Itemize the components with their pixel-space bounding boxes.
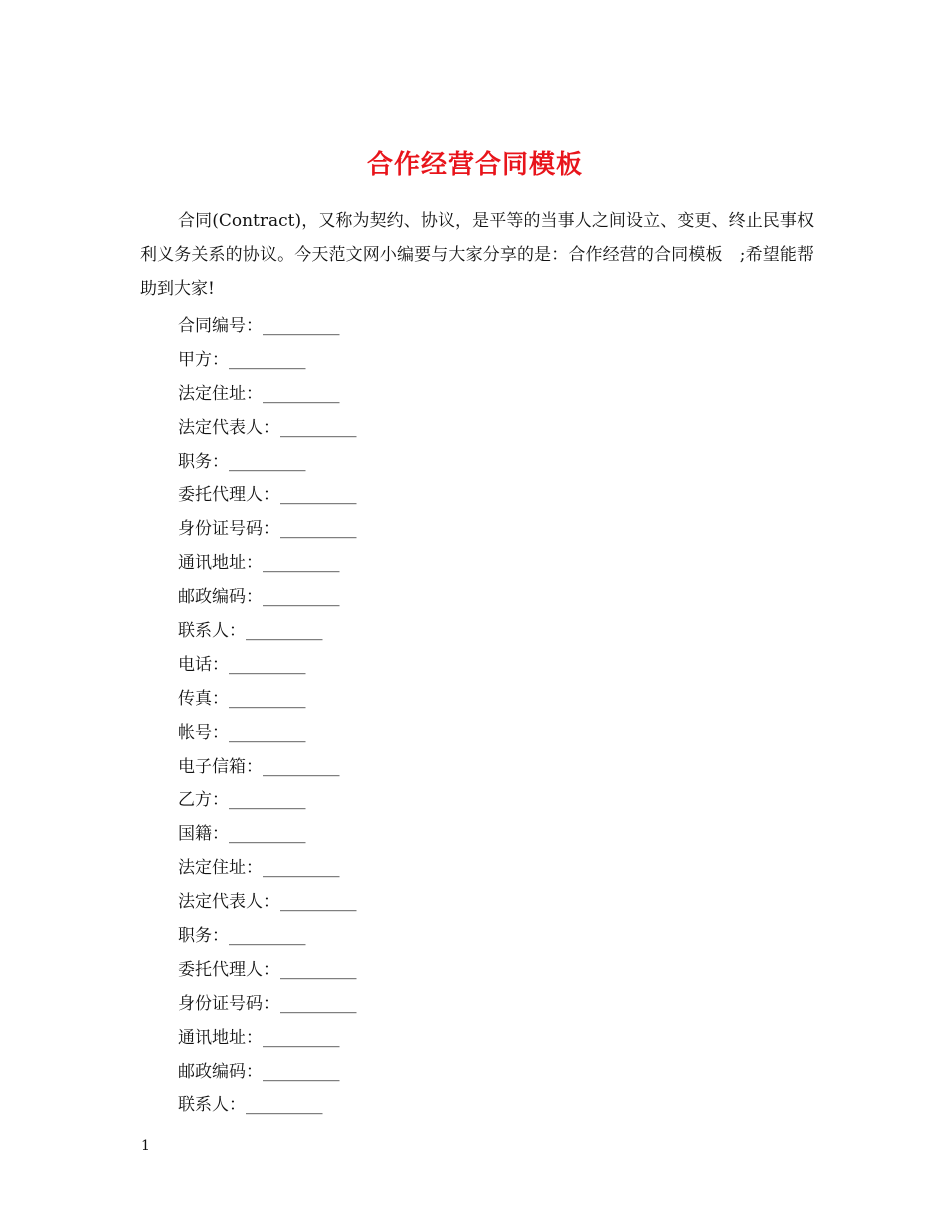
contract-field: 邮政编码：_________ xyxy=(178,587,340,608)
contract-field: 法定住址：_________ xyxy=(178,383,340,404)
contract-field: 合同编号：_________ xyxy=(178,316,340,336)
contract-field: 身份证号码：_________ xyxy=(178,993,357,1014)
contract-field: 法定住址：_________ xyxy=(178,858,340,879)
contract-field: 帐号：_________ xyxy=(178,722,306,743)
contract-field: 职务：_________ xyxy=(178,451,306,472)
contract-field: 身份证号码：_________ xyxy=(178,519,357,540)
contract-field: 法定代表人：_________ xyxy=(178,892,357,913)
contract-field: 委托代理人：_________ xyxy=(178,485,357,506)
contract-field: 传真：_________ xyxy=(178,688,306,709)
contract-field: 国籍：_________ xyxy=(178,824,306,845)
contract-field: 甲方：_________ xyxy=(178,349,306,370)
contract-field: 乙方：_________ xyxy=(178,790,306,811)
contract-field: 委托代理人：_________ xyxy=(178,959,357,980)
contract-field: 通讯地址：_________ xyxy=(178,1027,340,1048)
contract-field: 联系人：_________ xyxy=(178,621,323,642)
contract-field: 邮政编码：_________ xyxy=(178,1061,340,1082)
contract-field: 通讯地址：_________ xyxy=(178,553,340,574)
contract-field-list xyxy=(178,310,357,1123)
contract-field: 职务：_________ xyxy=(178,926,306,947)
contract-field: 法定代表人：_________ xyxy=(178,417,357,438)
contract-field: 电子信箱：_________ xyxy=(178,756,340,777)
contract-field: 联系人：_________ xyxy=(178,1095,323,1116)
intro-paragraph: 合同(Contract)，又称为契约、协议，是平等的当事人之间设立、变更、终止民事权利义务关系的协议。今天范文网小编要与大家分享的是：合作经营的合同模板 ;希望能帮助到大家! xyxy=(140,211,814,299)
page-number: 1 xyxy=(141,1138,150,1154)
document-title: 合作经营合同模板 xyxy=(366,150,583,181)
contract-field: 电话：_________ xyxy=(178,654,306,675)
